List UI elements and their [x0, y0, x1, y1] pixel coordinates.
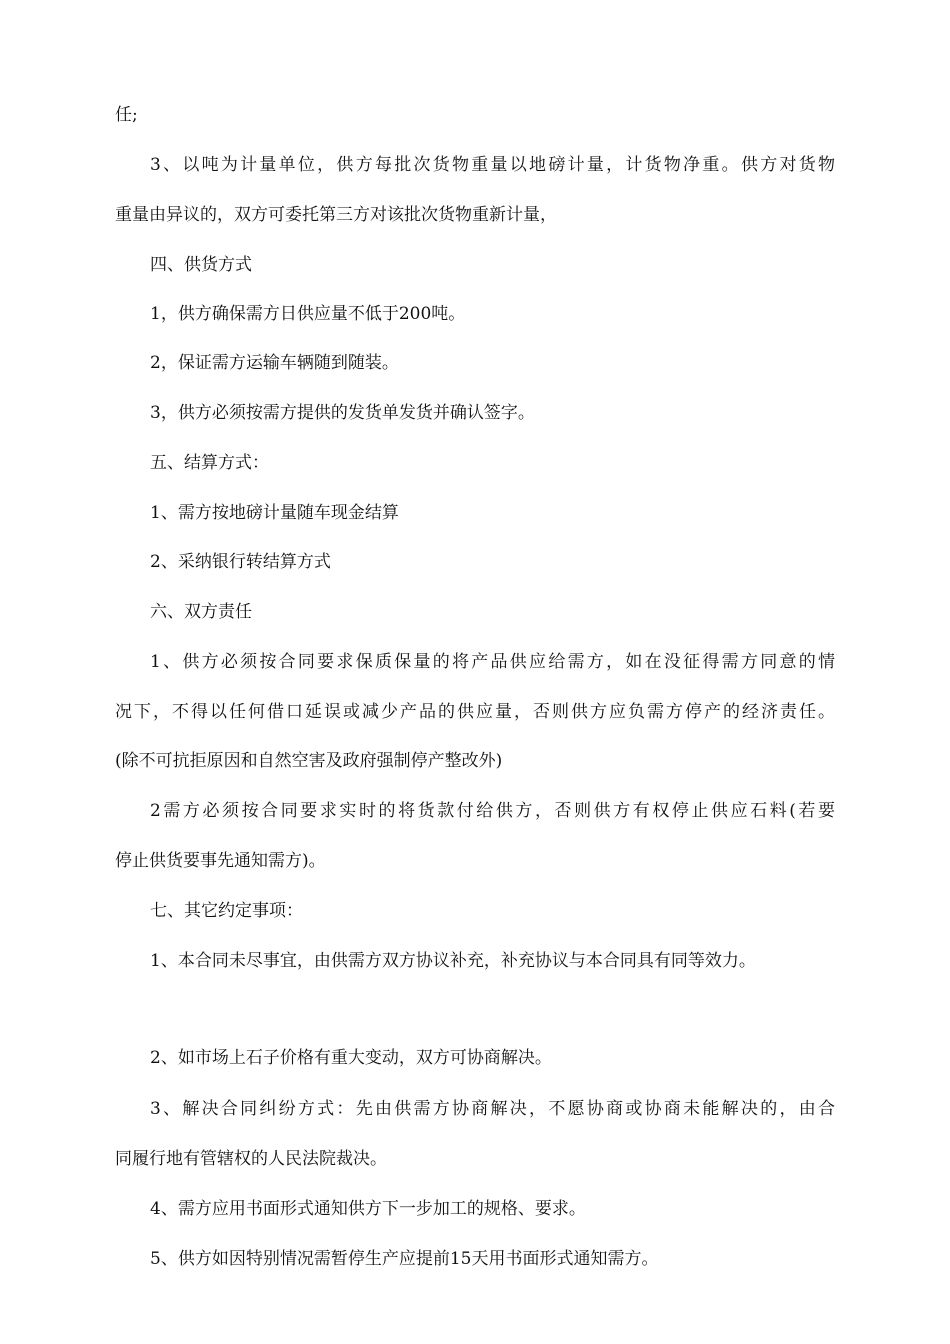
text-line: 2需方必须按合同要求实时的将货款付给供方，否则供方有权停止供应石料(若要 — [150, 801, 835, 821]
text-line: 同履行地有管辖权的人民法院裁决。 — [115, 1149, 387, 1169]
text-line: 2、采纳银行转结算方式 — [150, 552, 331, 572]
text-line: 况下，不得以任何借口延误或减少产品的供应量，否则供方应负需方停产的经济责任。 — [115, 702, 835, 722]
text-line: 任; — [115, 105, 138, 125]
text-line: 停止供货要事先通知需方)。 — [115, 851, 326, 871]
text-line: 1、需方按地磅计量随车现金结算 — [150, 503, 399, 523]
text-line: (除不可抗拒原因和自然空害及政府强制停产整改外) — [115, 751, 503, 771]
text-line: 4、需方应用书面形式通知供方下一步加工的规格、要求。 — [150, 1199, 586, 1219]
text-line: 5、供方如因特别情况需暂停生产应提前15天用书面形式通知需方。 — [150, 1249, 659, 1269]
text-line: 3，供方必须按需方提供的发货单发货并确认签字。 — [150, 403, 535, 423]
text-line: 1，供方确保需方日供应量不低于200吨。 — [150, 304, 466, 324]
section-heading: 六、双方责任 — [150, 602, 252, 622]
section-heading: 四、供货方式 — [150, 255, 252, 275]
text-line: 3、以吨为计量单位，供方每批次货物重量以地磅计量，计货物净重。供方对货物 — [150, 155, 835, 175]
text-line: 2，保证需方运输车辆随到随装。 — [150, 353, 399, 373]
text-line: 3、解决合同纠纷方式：先由供需方协商解决，不愿协商或协商未能解决的，由合 — [150, 1099, 835, 1119]
text-line: 2、如市场上石子价格有重大变动，双方可协商解决。 — [150, 1048, 552, 1068]
text-line: 1、供方必须按合同要求保质保量的将产品供应给需方，如在没征得需方同意的情 — [150, 652, 835, 672]
text-line: 1、本合同未尽事宜，由供需方双方协议补充，补充协议与本合同具有同等效力。 — [150, 951, 756, 971]
section-heading: 五、结算方式： — [150, 453, 269, 473]
section-heading: 七、其它约定事项： — [150, 901, 303, 921]
text-line: 重量由异议的，双方可委托第三方对该批次货物重新计量， — [115, 205, 557, 225]
